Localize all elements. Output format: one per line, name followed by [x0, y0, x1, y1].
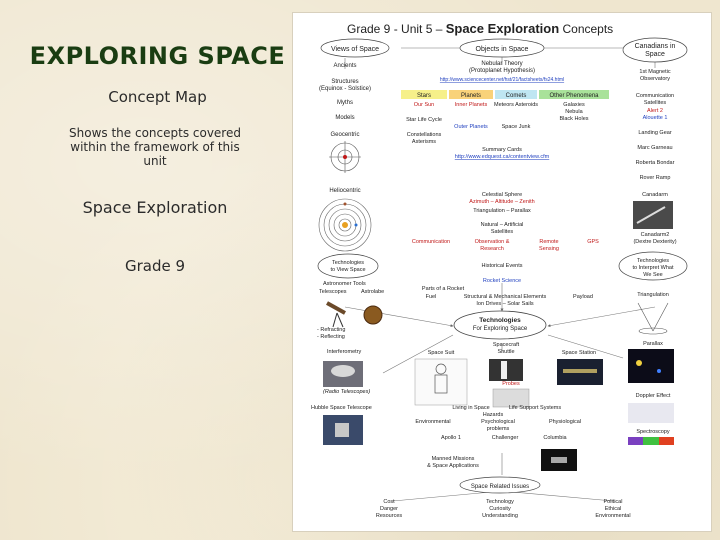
shuttle-body [501, 361, 507, 379]
shuttle-label: Shuttle [497, 349, 515, 355]
slide-topic: Space Exploration [82, 198, 228, 217]
telescopes-label: Telescopes [319, 289, 347, 295]
space-applications-label: & Space Applications [427, 463, 479, 469]
comets-label: Comets [505, 93, 527, 99]
myths-label: Myths [336, 100, 354, 106]
ion-drives-label: Ion Drives – Solar Sails [476, 301, 534, 307]
canadians-label-2: Space [645, 51, 665, 58]
space-station-label: Space Station [561, 350, 597, 356]
tech-exploring-label-2: For Exploring Space [472, 326, 528, 332]
garneau-label: Marc Garneau [637, 145, 673, 151]
nebular-theory-label: Nebular Theory [481, 61, 523, 67]
left-panel [0, 0, 300, 540]
satellites-label: Satellites [490, 229, 514, 235]
ethical-label: Ethical [604, 506, 622, 512]
research-label: Research [480, 246, 504, 252]
structures-label: Structures [331, 79, 359, 85]
canadians-in-space-node [623, 38, 687, 62]
comm-sat-label-2: Satellites [643, 100, 667, 106]
physiological-label: Physiological [548, 419, 582, 425]
danger-label: Danger [379, 506, 399, 512]
slide-title: EXPLORING SPACE [29, 42, 286, 70]
models-label: Models [335, 115, 355, 121]
concept-map [293, 13, 711, 531]
astrolabe-image [364, 306, 382, 324]
comm-sat-label-1: Communication [635, 93, 675, 99]
astronomer-tools-label: Astronomer Tools [323, 281, 366, 287]
manned-missions-label: Manned Missions [431, 456, 475, 462]
technology-label: Technology [486, 499, 514, 505]
parallax-star [636, 360, 642, 366]
telescope-image [327, 303, 345, 327]
spacecraft-label: Spacecraft [492, 342, 520, 348]
geocentric-label: Geocentric [330, 132, 360, 138]
slide-grade: Grade 9 [124, 257, 186, 275]
spectrum-green [643, 437, 659, 445]
living-in-space-label: Living in Space [452, 405, 490, 411]
azimuth-label: Azimuth – Altitude – Zenith [469, 199, 535, 205]
summary-cards-label: Summary Cards [482, 147, 522, 153]
remote-label-1: Remote [539, 239, 559, 245]
space-issues-label: Space Related Issues [470, 484, 530, 490]
tech-interpret-label-1: Technologies [636, 258, 670, 264]
asterisms-label: Asterisms [411, 139, 437, 145]
summary-cards-link[interactable]: http://www.edquest.ca/contentview.cfm [454, 154, 550, 160]
radio-dish [331, 365, 355, 377]
reflecting-label: - Reflecting [317, 334, 345, 340]
refracting-label: - Refracting [317, 327, 346, 333]
life-support-label: Life Support Systems [508, 405, 562, 411]
views-of-space-label: Views of Space [330, 46, 380, 53]
environmental-issue-label: Environmental [595, 513, 631, 519]
tech-exploring-label-1: Technologies [479, 317, 521, 324]
observation-label: Observation & [474, 239, 510, 245]
cost-label: Cost [383, 499, 395, 505]
natural-artificial-label: Natural – Artificial [480, 222, 524, 228]
issues-list [376, 499, 631, 519]
galaxies-label: Galaxies [563, 102, 585, 108]
space-suit-diagram [415, 359, 467, 405]
spectrum-red [659, 437, 674, 445]
ancients-label: Ancients [333, 63, 357, 69]
heliocentric-diagram [319, 199, 371, 251]
celestial-sphere-label: Celestial Sphere [481, 192, 523, 198]
tech-interpret-label-3: We See [643, 272, 663, 278]
psychological-label: Psychological [481, 419, 515, 425]
hubble-body [335, 423, 349, 437]
alert-label: Alert 2 [647, 108, 663, 114]
communication-label: Communication [411, 239, 451, 245]
dextre-label: (Dextre Dexterity) [633, 239, 677, 245]
outer-planets-label: Outer Planets [454, 124, 488, 130]
concept-map-sheet [292, 12, 712, 532]
slide-subtitle: Concept Map [108, 88, 207, 106]
nebular-sub-label: (Protoplanet Hypothesis) [468, 68, 536, 74]
curiosity-label: Curiosity [489, 506, 511, 512]
star-life-cycle-label: Star Life Cycle [406, 117, 442, 123]
remote-label-2: Sensing [539, 246, 559, 252]
rover-ramp-label: Rover Ramp [639, 175, 671, 181]
constellations-label: Constellations [406, 132, 442, 138]
challenger-label: Challenger [491, 435, 519, 441]
landing-gear-label: Landing Gear [638, 130, 672, 136]
problems-label: problems [486, 426, 510, 432]
inner-planets-label: Inner Planets [454, 102, 488, 108]
probes-label: Probes [502, 381, 520, 387]
rocket-parts-label: Parts of a Rocket [421, 286, 465, 292]
bondar-label: Roberta Bondar [635, 160, 675, 166]
columbia-label: Columbia [543, 435, 567, 441]
understanding-label: Understanding [482, 513, 518, 519]
our-sun-label: Our Sun [413, 102, 435, 108]
canadarm-label: Canadarm [642, 192, 668, 198]
alouette-label: Alouette 1 [642, 115, 668, 121]
black-holes-label: Black Holes [559, 116, 589, 122]
geocentric-diagram [329, 141, 361, 173]
connector-lines [345, 48, 655, 501]
apollo-label: Apollo 1 [441, 435, 461, 441]
astronomer-tools [311, 281, 384, 411]
parallax-label: Parallax [643, 341, 663, 347]
tech-interpret-label-2: to Interpret What [632, 265, 674, 271]
spectroscopy-label: Spectroscopy [636, 429, 670, 435]
radio-telescopes-label: (Radio Telescopes) [323, 389, 371, 395]
structural-label: Structural & Mechanical Elements [463, 294, 547, 300]
hazards-label: Hazards [482, 412, 504, 418]
missions-photo-craft [551, 457, 567, 463]
triangulation-parallax-label: Triangulation – Parallax [473, 208, 531, 214]
parallax-image [628, 349, 674, 383]
nebula-label: Nebula [565, 109, 583, 115]
historical-events-label: Historical Events [481, 263, 523, 269]
doppler-image [628, 403, 674, 423]
views-column [319, 63, 371, 194]
nebular-link[interactable]: http://www.sciencecenter.net/hst/21/factsheets/fs24.html [439, 77, 565, 83]
hubble-label: Hubble Space Telescope [311, 405, 372, 411]
triangulation-label: Triangulation [637, 292, 669, 298]
magnetic-label-1: 1st Magnetic [639, 69, 671, 75]
space-junk-label: Space Junk [501, 124, 531, 130]
tech-view-space-node [318, 254, 378, 278]
slide-description: Shows the concepts covered within the framework of this unit [69, 126, 241, 168]
magnetic-label-2: Observatory [640, 76, 670, 82]
planets-label: Planets [460, 93, 482, 99]
satellites-section [412, 192, 599, 284]
parallax-planet [657, 369, 661, 373]
rocket-science-label: Rocket Science [482, 278, 522, 284]
environmental-label: Environmental [415, 419, 451, 425]
canadarm2-label: Canadarm2 [640, 232, 670, 238]
resources-label: Resources [375, 513, 403, 519]
object-details [406, 102, 589, 160]
structures-sub-label: (Equinox - Solstice) [318, 86, 372, 92]
fuel-label: Fuel [425, 294, 437, 300]
astrolabe-label: Astrolabe [361, 289, 385, 295]
gps-label: GPS [587, 239, 599, 245]
doppler-label: Doppler Effect [635, 393, 671, 399]
tech-view-label-1: Technologies [331, 260, 365, 266]
payload-label: Payload [573, 294, 593, 300]
map-heading: Grade 9 - Unit 5 – Space Exploration Concepts [347, 21, 614, 36]
canadians-label-1: Canadians in [634, 43, 676, 50]
station-panels [563, 369, 597, 373]
objects-in-space-label: Objects in Space [475, 46, 529, 53]
meteors-label: Meteors Asteroids [493, 102, 539, 108]
political-label: Political [603, 499, 623, 505]
rocket-section [422, 286, 593, 307]
heliocentric-label: Heliocentric [329, 188, 361, 194]
interferometry-label: Interferometry [327, 349, 362, 355]
tech-view-label-2: to View Space [330, 267, 366, 273]
other-phenomena-label: Other Phenomena [549, 93, 599, 99]
space-suit-label: Space Suit [427, 350, 455, 356]
tech-exploring-node [454, 311, 546, 339]
stars-label: Stars [416, 93, 432, 99]
